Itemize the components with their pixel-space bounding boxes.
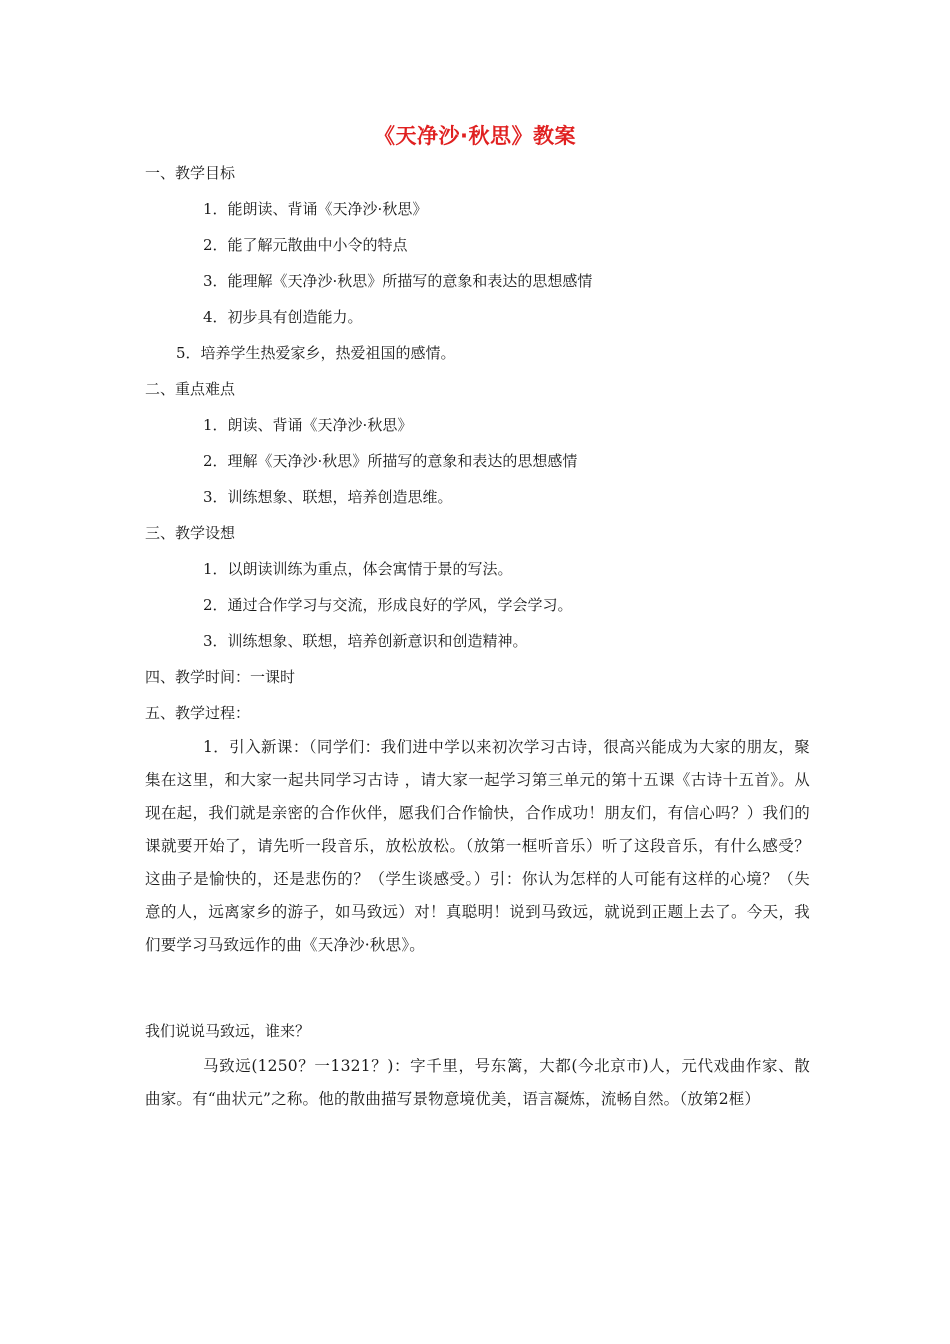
design-item: 2．通过合作学习与交流，形成良好的学风，学会学习。	[203, 596, 573, 614]
goal-item: 2．能了解元散曲中小令的特点	[203, 236, 408, 254]
goal-item: 3．能理解《天净沙·秋思》所描写的意象和表达的思想感情	[203, 272, 593, 290]
author-paragraph: 马致远(1250？一1321？)：字千里，号东篱，大都(今北京市)人，元代戏曲作家、散曲家。有“曲状元”之称。他的散曲描写景物意境优美，语言凝炼，流畅自然。（放第2框）	[145, 1057, 810, 1108]
goal-item: 4．初步具有创造能力。	[203, 308, 363, 326]
section-heading-goals: 一、教学目标	[145, 164, 236, 182]
design-item: 3．训练想象、联想，培养创新意识和创造精神。	[203, 632, 528, 650]
section-heading-process: 五、教学过程：	[145, 704, 251, 722]
key-point-item: 1．朗读、背诵《天净沙·秋思》	[203, 416, 413, 434]
section-heading-key-points: 二、重点难点	[145, 380, 236, 398]
question-line: 我们说说马致远，谁来？	[145, 1022, 311, 1040]
goal-item: 1．能朗读、背诵《天净沙·秋思》	[203, 200, 428, 218]
key-point-item: 2．理解《天净沙·秋思》所描写的意象和表达的思想感情	[203, 452, 578, 470]
section-heading-design: 三、教学设想	[145, 524, 236, 542]
document-title: 《天净沙·秋思》教案	[374, 124, 576, 148]
section-heading-time: 四、教学时间：一课时	[145, 668, 296, 686]
intro-paragraph: 1．引入新课：（同学们：我们进中学以来初次学习古诗，很高兴能成为大家的朋友，聚集在这里，和大家一起共同学习古诗 ，请大家一起学习第三单元的第十五课《古诗十五首》。从现在起，我们就是亲密的合作伙伴，愿我们合作愉快，合作成功！朋友们，有信心吗？）我们的课就要开始了，请先听一段音乐，放松放松。（放第一框听音乐）听了这段音乐，有什么感受？这曲子是愉快的，还是悲伤的？（学生谈感受。）引：你认为怎样的人可能有这样的心境？（失意的人，远离家乡的游子，如马致远）对！真聪明！说到马致远，就说到正题上去了。今天，我们要学习马致远作的曲《天净沙·秋思》。	[145, 738, 810, 954]
goal-item: 5．培养学生热爱家乡，热爱祖国的感情。	[176, 344, 456, 362]
key-point-item: 3．训练想象、联想，培养创造思维。	[203, 488, 453, 506]
design-item: 1．以朗读训练为重点，体会寓情于景的写法。	[203, 560, 513, 578]
